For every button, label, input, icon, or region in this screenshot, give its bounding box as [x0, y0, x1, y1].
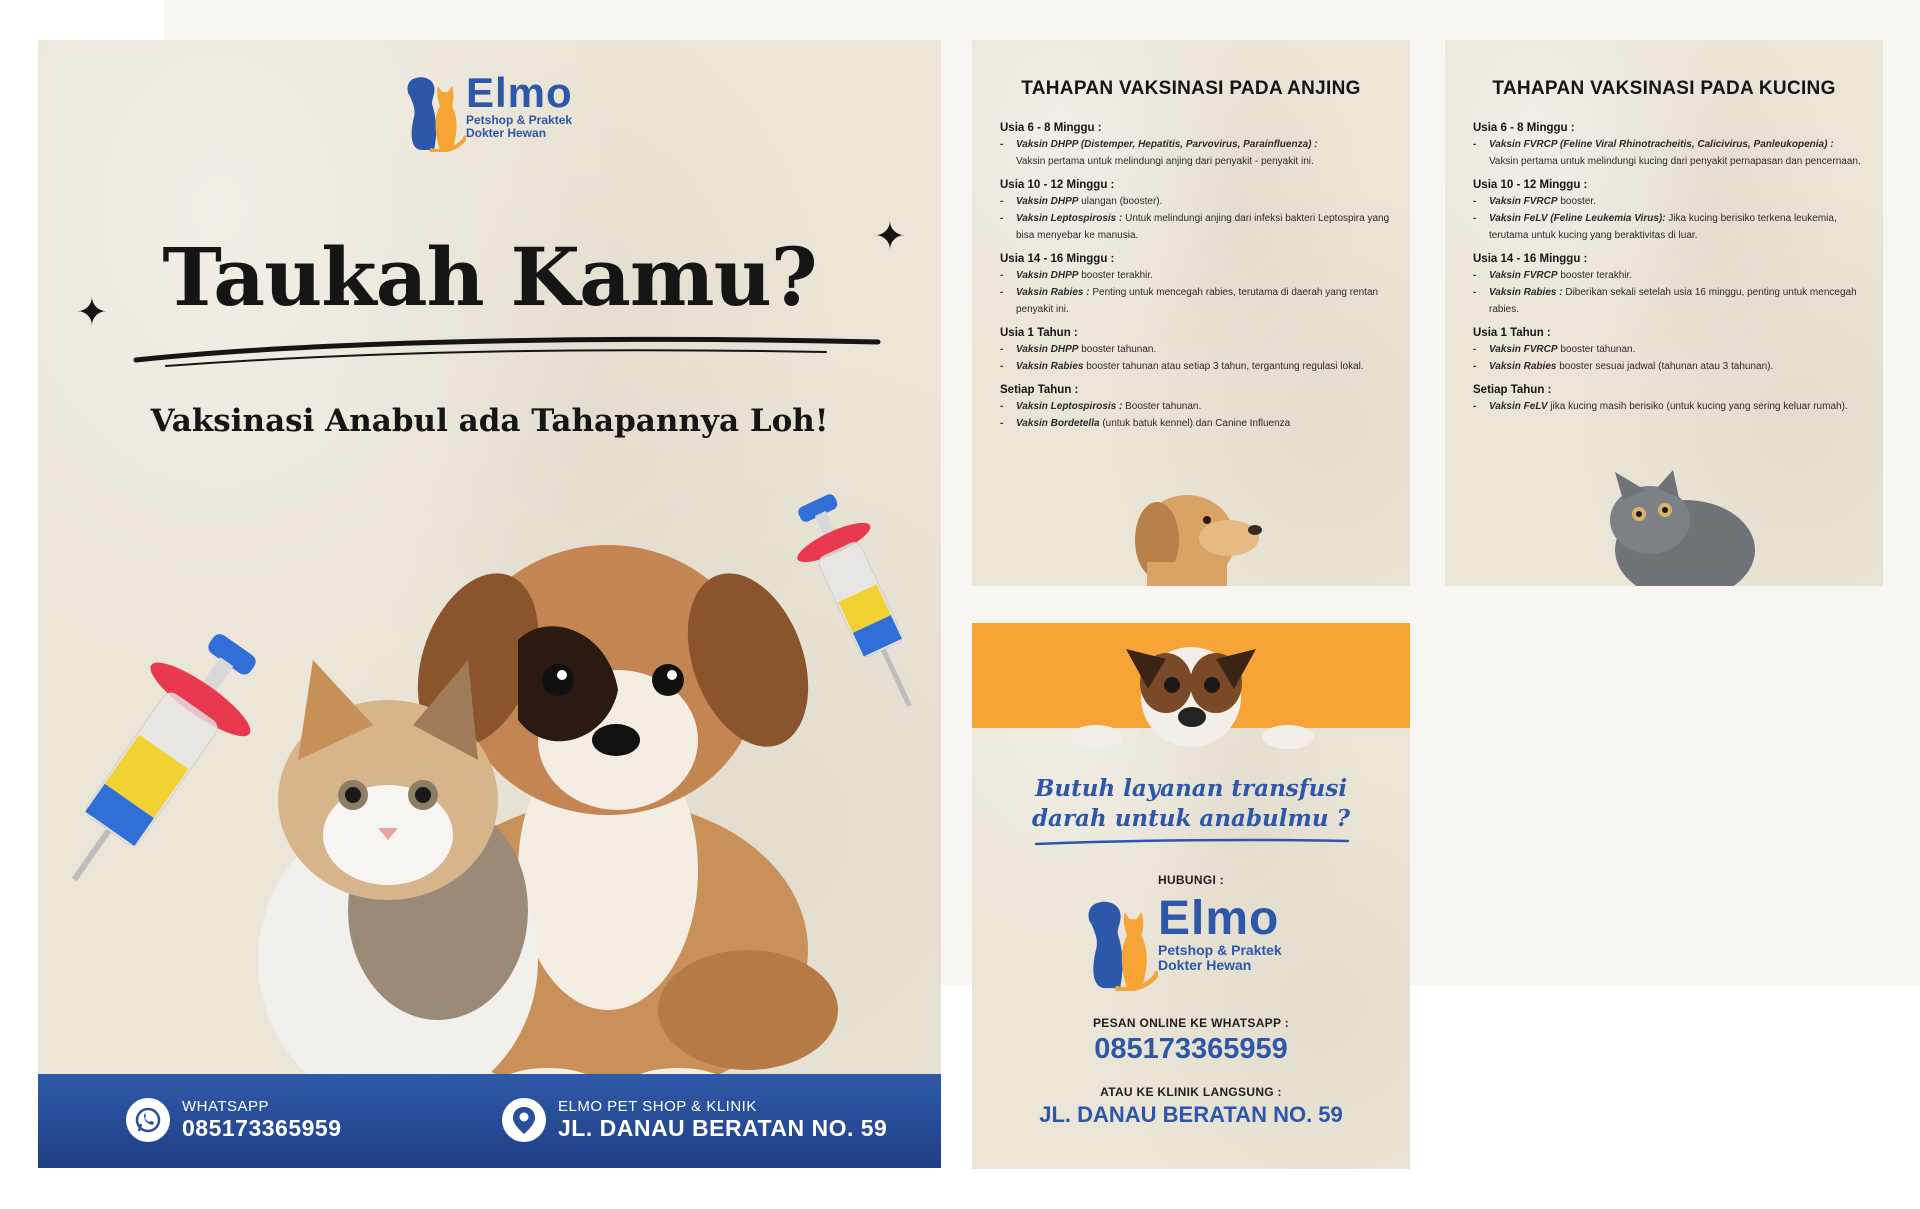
schedule-item-text — [1489, 210, 1863, 244]
vaccine-name: Vaksin FVRCP — [1489, 196, 1558, 207]
footer-whatsapp-number: 085173365959 — [182, 1115, 342, 1141]
brand-tagline-2: Dokter Hewan — [466, 126, 547, 141]
bullet-dash-icon: - — [1000, 270, 1004, 281]
bullet-dash-icon: - — [1473, 361, 1477, 372]
footer-location-address: JL. DANAU BERATAN NO. 59 — [558, 1115, 888, 1141]
schedule-item — [1473, 210, 1863, 244]
elmo-logo — [1082, 892, 1282, 991]
contact-label: HUBUNGI : — [1157, 873, 1225, 887]
vaccine-name: Vaksin FeLV — [1489, 401, 1548, 412]
location-pin-icon — [502, 1098, 546, 1142]
vaccine-description: Vaksin pertama untuk melindungi anjing dari penyakit - penyakit ini. — [1016, 156, 1314, 167]
vaccine-name: Vaksin Bordetella — [1016, 418, 1100, 429]
schedule-group — [1473, 327, 1863, 375]
transfusion-headline-1: Butuh layanan transfusi — [1034, 775, 1348, 802]
sparkle-icon: ✦ — [874, 216, 906, 258]
bullet-dash-icon: - — [1473, 270, 1477, 281]
schedule-group — [1473, 179, 1863, 244]
vaccine-description: ulangan (booster). — [1078, 196, 1163, 207]
schedule-item — [1473, 136, 1863, 153]
bullet-dash-icon — [1473, 153, 1489, 170]
transfusion-headline-2: darah untuk anabulmu ? — [1031, 805, 1351, 832]
schedule-item — [1000, 267, 1390, 284]
brand-name: Elmo — [1158, 892, 1280, 945]
bullet-dash-icon: - — [1000, 139, 1004, 150]
bullet-dash-icon: - — [1473, 139, 1477, 150]
schedule-item-text — [1016, 398, 1201, 415]
schedule-item-text — [1489, 398, 1848, 415]
vaccine-name: Vaksin FVRCP (Feline Viral Rhinotracheitis, Calicivirus, Panleukopenia) : — [1489, 139, 1834, 150]
schedule-age: Usia 10 - 12 Minggu : — [1000, 179, 1115, 191]
schedule-item-text — [1489, 284, 1863, 318]
schedule-item-text — [1016, 193, 1162, 210]
vaccine-name: Vaksin Rabies — [1489, 361, 1557, 372]
vaccine-description: booster. — [1557, 196, 1596, 207]
schedule-group — [1473, 122, 1863, 170]
schedule-item-text — [1016, 341, 1156, 358]
schedule-group — [1000, 327, 1390, 375]
vaccine-name: Vaksin FeLV (Feline Leukemia Virus): — [1489, 213, 1666, 224]
schedule-age: Usia 1 Tahun : — [1000, 327, 1078, 339]
whatsapp-label: PESAN ONLINE KE WHATSAPP : — [1092, 1016, 1290, 1030]
schedule-item — [1000, 193, 1390, 210]
schedule-item — [1000, 341, 1390, 358]
bullet-dash-icon: - — [1473, 213, 1477, 224]
bullet-dash-icon: - — [1000, 287, 1004, 298]
dog-peeking-photo — [1066, 639, 1316, 749]
dog-cat-logo-icon — [1082, 895, 1158, 991]
whatsapp-number[interactable]: 085173365959 — [1094, 1033, 1288, 1065]
schedule-item — [1000, 210, 1390, 244]
schedule-item-text — [1016, 136, 1318, 153]
vaccine-description: booster tahunan. — [1078, 344, 1157, 355]
schedule-age: Setiap Tahun : — [1000, 384, 1079, 396]
schedule-item-text — [1489, 358, 1773, 375]
cat-card-title: TAHAPAN VAKSINASI PADA KUCING — [1492, 78, 1836, 99]
vaccine-name: Vaksin DHPP — [1016, 196, 1079, 207]
dog-schedule — [1000, 122, 1390, 441]
schedule-item-text — [1489, 341, 1635, 358]
schedule-item-text — [1489, 136, 1834, 153]
bullet-dash-icon: - — [1000, 344, 1004, 355]
vaccine-name: Vaksin DHPP — [1016, 270, 1079, 281]
schedule-item-text — [1016, 153, 1314, 170]
schedule-item-text — [1016, 415, 1290, 432]
footer-whatsapp-label: WHATSAPP — [182, 1098, 270, 1115]
vaccine-description: jika kucing masih berisiko (untuk kucing yang sering keluar rumah). — [1547, 401, 1848, 412]
schedule-item-text — [1489, 193, 1596, 210]
vaccine-description: (untuk batuk kennel) dan Canine Influenza — [1099, 418, 1291, 429]
schedule-item-text — [1016, 358, 1364, 375]
headline-underline-icon — [126, 330, 886, 370]
bullet-dash-icon: - — [1000, 361, 1004, 372]
brand-name: Elmo — [466, 69, 573, 116]
schedule-age: Usia 1 Tahun : — [1473, 327, 1551, 339]
vaccine-description: booster sesuai jadwal (tahunan atau 3 tahunan). — [1556, 361, 1774, 372]
brand-tagline-2: Dokter Hewan — [1158, 957, 1252, 974]
bullet-dash-icon: - — [1473, 401, 1477, 412]
bullet-dash-icon: - — [1000, 213, 1004, 224]
dog-photo — [1117, 470, 1267, 586]
schedule-age: Usia 6 - 8 Minggu : — [1000, 122, 1102, 134]
vaccine-description: booster tahunan atau setiap 3 tahun, tergantung regulasi lokal. — [1083, 361, 1364, 372]
vaccine-name: Vaksin Rabies — [1016, 361, 1084, 372]
vaccine-description: Penting untuk mencegah rabies, terutama di daerah yang rentan penyakit ini. — [1016, 287, 1379, 315]
footer-location-label: ELMO PET SHOP & KLINIK — [558, 1098, 757, 1115]
vaccine-description: Booster tahunan. — [1122, 401, 1202, 412]
brand-tagline-1: Petshop & Praktek — [1158, 942, 1282, 958]
cat-photo — [1595, 470, 1765, 586]
schedule-item — [1473, 398, 1863, 415]
bullet-dash-icon: - — [1473, 344, 1477, 355]
cat-vaccination-card — [1445, 40, 1883, 586]
schedule-item — [1000, 415, 1390, 432]
footer-whatsapp[interactable] — [126, 1098, 342, 1142]
clinic-label: ATAU KE KLINIK LANGSUNG : — [1100, 1085, 1282, 1099]
bullet-dash-icon: - — [1000, 401, 1004, 412]
blood-transfusion-card — [972, 623, 1410, 1169]
kitten-puppy-photo — [188, 490, 908, 1110]
bullet-dash-icon: - — [1000, 418, 1004, 429]
whatsapp-icon — [126, 1098, 170, 1142]
vaccine-name: Vaksin DHPP (Distemper, Hepatitis, Parvovirus, Parainfluenza) : — [1016, 139, 1318, 150]
schedule-item — [1473, 341, 1863, 358]
vaccine-description: booster tahunan. — [1557, 344, 1636, 355]
headline-underline-icon — [1032, 837, 1352, 847]
schedule-group — [1000, 253, 1390, 318]
schedule-item — [1473, 358, 1863, 375]
schedule-item — [1473, 284, 1863, 318]
brand-tagline-1: Petshop & Praktek — [466, 113, 573, 127]
vaccine-description: Untuk melindungi anjing dari infeksi bakteri Leptospira yang bisa menyebar ke manusia. — [1016, 213, 1390, 241]
schedule-item-text — [1489, 267, 1632, 284]
poster-subheadline: Vaksinasi Anabul ada Tahapannya Loh! — [150, 403, 829, 439]
bullet-dash-icon: - — [1000, 196, 1004, 207]
dog-vaccination-card — [972, 40, 1410, 586]
vaccine-description: Vaksin pertama untuk melindungi kucing dari penyakit pernapasan dan pencernaan. — [1489, 156, 1861, 167]
dog-cat-logo-icon — [402, 72, 466, 152]
schedule-item — [1000, 358, 1390, 375]
schedule-item-text — [1016, 210, 1390, 244]
schedule-age: Usia 14 - 16 Minggu : — [1473, 253, 1588, 265]
schedule-age: Setiap Tahun : — [1473, 384, 1552, 396]
schedule-item-text — [1016, 284, 1390, 318]
schedule-group — [1473, 384, 1863, 415]
footer-location[interactable] — [502, 1098, 887, 1142]
schedule-group — [1000, 122, 1390, 170]
schedule-group — [1000, 384, 1390, 432]
vaccine-description: Diberikan sekali setelah usia 16 minggu, penting untuk mencegah rabies. — [1489, 287, 1857, 315]
schedule-item-text — [1016, 267, 1153, 284]
dog-card-title: TAHAPAN VAKSINASI PADA ANJING — [1021, 78, 1361, 99]
schedule-group — [1000, 179, 1390, 244]
schedule-item — [1000, 398, 1390, 415]
elmo-logo — [402, 69, 573, 152]
schedule-item-text — [1489, 153, 1861, 170]
schedule-item — [1473, 267, 1863, 284]
schedule-item — [1473, 193, 1863, 210]
vaccine-name: Vaksin FVRCP — [1489, 344, 1558, 355]
vaccine-name: Vaksin FVRCP — [1489, 270, 1558, 281]
vaccine-name: Vaksin Rabies : — [1016, 287, 1090, 298]
poster-headline: Taukah Kamu? — [162, 230, 817, 324]
bullet-dash-icon — [1000, 153, 1016, 170]
schedule-item — [1473, 153, 1863, 170]
schedule-age: Usia 14 - 16 Minggu : — [1000, 253, 1115, 265]
poster-footer — [38, 1074, 941, 1168]
schedule-age: Usia 6 - 8 Minggu : — [1473, 122, 1575, 134]
vaccine-description: Jika kucing berisiko terkena leukemia, terutama untuk kucing yang beraktivitas di luar. — [1489, 213, 1837, 241]
vaccine-name: Vaksin Leptospirosis : — [1016, 213, 1123, 224]
bullet-dash-icon: - — [1473, 287, 1477, 298]
schedule-age: Usia 10 - 12 Minggu : — [1473, 179, 1588, 191]
schedule-item — [1000, 136, 1390, 153]
clinic-address[interactable]: JL. DANAU BERATAN NO. 59 — [1039, 1102, 1343, 1127]
vaccination-poster — [38, 40, 941, 1168]
vaccine-name: Vaksin Leptospirosis : — [1016, 401, 1123, 412]
vaccine-name: Vaksin DHPP — [1016, 344, 1079, 355]
bullet-dash-icon: - — [1473, 196, 1477, 207]
vaccine-name: Vaksin Rabies : — [1489, 287, 1563, 298]
cat-schedule — [1473, 122, 1863, 424]
schedule-item — [1000, 284, 1390, 318]
schedule-group — [1473, 253, 1863, 318]
sparkle-icon: ✦ — [76, 292, 108, 334]
schedule-item — [1000, 153, 1390, 170]
vaccine-description: booster terakhir. — [1078, 270, 1153, 281]
vaccine-description: booster terakhir. — [1557, 270, 1633, 281]
